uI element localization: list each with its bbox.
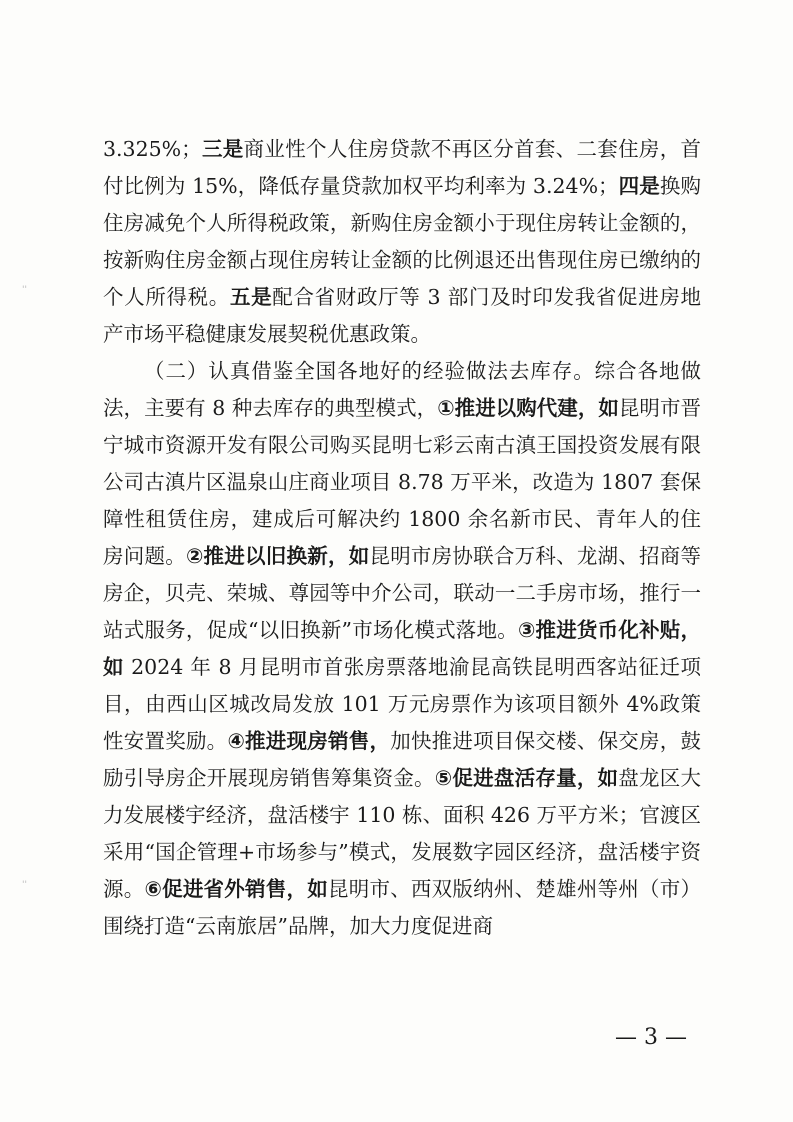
text-run: （二）认真借鉴全国各地好的经验做法去库存。综合各地做法，主要有 8 种去库存的典型模式，	[103, 359, 701, 420]
bold-run: ②推进以旧换新，如	[185, 544, 370, 568]
page-number: — 3 —	[615, 1025, 687, 1050]
text-run: 配合省财政厅等 3 部门及时印发我省促进房地产市场平稳健康发展契税优惠政策。	[103, 285, 702, 346]
body-text	[103, 131, 701, 945]
text-run: 盘龙区大力发展楼宇经济，盘活楼宇 110 栋、面积 426 万平方米；官渡区采用“国企管理+市场参与”模式，发展数字园区经济，盘活楼宇资源。	[103, 766, 702, 901]
bold-run: ③推进货币化补贴，如	[103, 618, 701, 679]
bold-run: 三是	[201, 137, 244, 161]
bold-run: ⑥促进省外销售，如	[144, 877, 328, 901]
text-run: 3.325%；	[103, 137, 202, 161]
margin-mark: ''	[22, 880, 27, 890]
paragraph	[103, 131, 701, 353]
bold-run: ④推进现房销售，	[227, 729, 391, 753]
text-run: 昆明市、西双版纳州、楚雄州等州（市）围绕打造“云南旅居”品牌，加大力度促进商	[103, 877, 702, 938]
bold-run: ⑤促进盘活存量，如	[434, 766, 619, 790]
margin-mark: ''	[22, 285, 27, 295]
text-run: 加快推进项目保交楼、保交房，鼓励引导房企开展现房销售筹集资金。	[103, 729, 702, 790]
text-run: 昆明市晋宁城市资源开发有限公司购买昆明七彩云南古滇王国投资发展有限公司古滇片区温泉山庄商业项目 8.78 万平米，改造为 1807 套保障性租赁住房，建成后可解决约 1800 余名新市民、青年人的住房问题。	[103, 396, 702, 568]
text-run: 2024 年 8 月昆明市首张房票落地渝昆高铁昆明西客站征迁项目，由西山区城改局发放 101 万元房票作为该项目额外 4%政策性安置奖励。	[103, 655, 701, 753]
bold-run: 四是	[618, 174, 660, 198]
text-run: 商业性个人住房贷款不再区分首套、二套住房，首付比例为 15%，降低存量贷款加权平均利率为 3.24%；	[103, 137, 702, 198]
bold-run: 五是	[229, 285, 273, 309]
text-run: 昆明市房协联合万科、龙湖、招商等房企，贝壳、荣城、尊园等中介公司，联动一二手房市场，推行一站式服务，促成“以旧换新”市场化模式落地。	[103, 544, 702, 642]
bold-run: ①推进以购代建，如	[437, 396, 619, 420]
text-run: 换购住房减免个人所得税政策，新购住房金额小于现住房转让金额的，按新购住房金额占现住房转让金额的比例退还出售现住房已缴纳的个人所得税。	[103, 174, 702, 309]
paragraph	[103, 353, 701, 945]
